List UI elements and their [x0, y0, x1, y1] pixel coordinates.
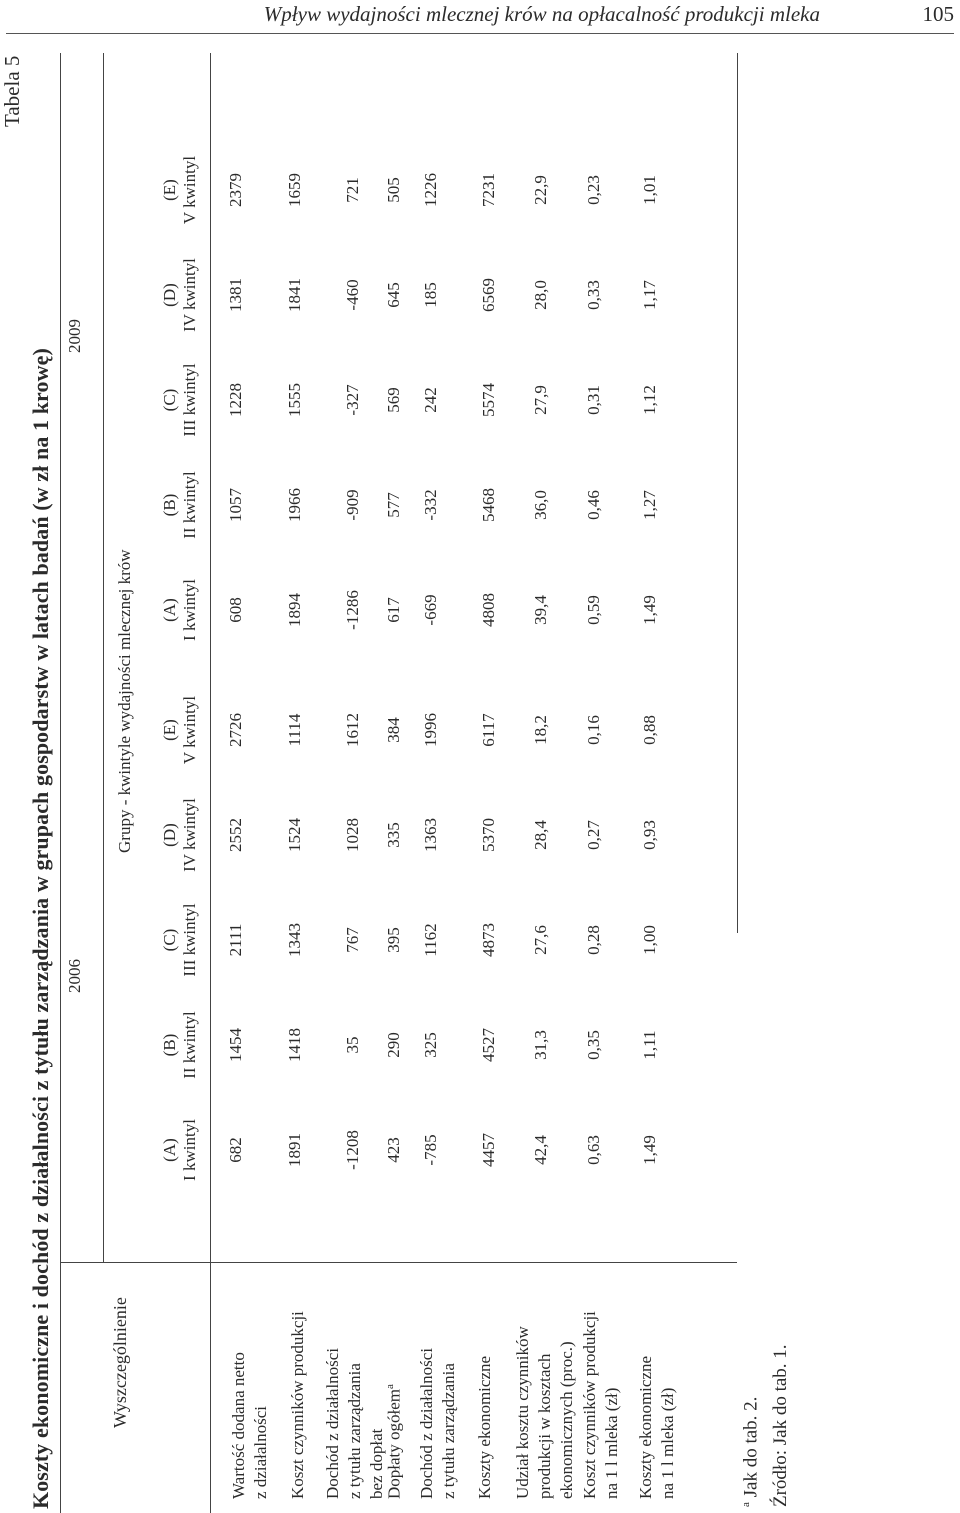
year-2006: 2006: [65, 959, 84, 993]
table-cell: 0,31: [584, 385, 603, 415]
rotated-table-page: [0, 53, 940, 1513]
table-cell: 31,3: [531, 1030, 550, 1060]
row-label-line: [344, 1348, 366, 1499]
row-label: [512, 1326, 578, 1499]
table-cell: 1381: [226, 278, 245, 312]
row-label-text: Dochód z działalności: [417, 1347, 436, 1499]
table-cell: -327: [343, 384, 362, 416]
table-cell: -332: [421, 489, 440, 521]
table-cell: 1891: [285, 1133, 304, 1167]
table-cell: -785: [421, 1134, 440, 1166]
table-cell: 569: [384, 387, 403, 413]
row-label-line: [579, 1311, 601, 1499]
header-bottom-rule: [210, 53, 211, 1513]
table-label: Tabela 5: [0, 55, 24, 127]
table-cell: 2111: [226, 923, 245, 957]
table-cell: 645: [384, 282, 403, 308]
table-cell: 0,28: [584, 925, 603, 955]
row-label-line: [474, 1356, 496, 1499]
column-name: III kwintyl: [180, 903, 199, 977]
column-header: [160, 1100, 200, 1200]
table-cell: 290: [384, 1032, 403, 1058]
table-cell: 1996: [421, 713, 440, 747]
row-label-text: z tytułu zarządzania: [439, 1363, 458, 1499]
row-label-line: [657, 1356, 679, 1499]
table-cell: 721: [343, 177, 362, 203]
table-cell: 423: [384, 1137, 403, 1163]
table-bottom-rule: [737, 53, 738, 933]
table-cell: 22,9: [531, 175, 550, 205]
year-2009: 2009: [65, 319, 84, 353]
table-cell: 42,4: [531, 1135, 550, 1165]
table-cell: 18,2: [531, 715, 550, 745]
journal-title: Wpływ wydajności mlecznej krów na opłacalność produkcji mleka: [263, 2, 820, 26]
footnote-ref: a: [384, 1384, 396, 1389]
year-rule: [103, 53, 104, 1263]
table-cell: 1612: [343, 713, 362, 747]
table-cell: 1,11: [640, 1030, 659, 1060]
row-label: [635, 1356, 679, 1499]
table-cell: 1226: [421, 173, 440, 207]
row-label-text: na 1 l mleka (zł): [602, 1387, 621, 1499]
table-cell: 335: [384, 822, 403, 848]
row-label-line: [287, 1311, 309, 1499]
table-cell: 4808: [479, 593, 498, 627]
row-label-line: [250, 1352, 272, 1499]
table-cell: 395: [384, 927, 403, 953]
table-cell: 1,00: [640, 925, 659, 955]
column-name: V kwintyl: [180, 155, 199, 225]
table-cell: 1343: [285, 923, 304, 957]
table-title: Koszty ekonomiczne i dochód z działalności z tytułu zarządzania w grupach gospodarstw w latach badań (w zł na 1 krowę): [28, 348, 53, 1509]
column-header: [160, 890, 200, 990]
table-cell: 1363: [421, 818, 440, 852]
table-cell: 0,27: [584, 820, 603, 850]
table-cell: 6569: [479, 278, 498, 312]
column-letter: (D): [160, 823, 179, 847]
table-cell: 1524: [285, 818, 304, 852]
table-cell: 617: [384, 597, 403, 623]
table-cell: 7231: [479, 173, 498, 207]
table-cell: -1286: [343, 590, 362, 630]
table-cell: 185: [421, 282, 440, 308]
table-cell: 6117: [479, 713, 498, 747]
table-cell: 0,46: [584, 490, 603, 520]
column-name: II kwintyl: [180, 1011, 199, 1079]
table-cell: 1162: [421, 923, 440, 957]
column-name: V kwintyl: [180, 695, 199, 765]
page-number: 105: [922, 2, 954, 26]
table-cell: 39,4: [531, 595, 550, 625]
source-note: Źródło: Jak do tab. 1.: [770, 1344, 791, 1507]
row-label: [579, 1311, 623, 1499]
table-cell: 27,6: [531, 925, 550, 955]
table-cell: 1228: [226, 383, 245, 417]
row-label: [379, 1384, 406, 1499]
table-cell: 2379: [226, 173, 245, 207]
column-letter: (B): [160, 493, 179, 517]
table-cell: 0,93: [640, 820, 659, 850]
table-cell: 577: [384, 492, 403, 518]
table-cell: 36,0: [531, 490, 550, 520]
row-label-line: [438, 1348, 460, 1499]
table-cell: 0,35: [584, 1030, 603, 1060]
table-cell: 1,12: [640, 385, 659, 415]
column-header: [160, 350, 200, 450]
table-cell: 242: [421, 387, 440, 413]
table-cell: 4527: [479, 1028, 498, 1062]
running-head: [0, 0, 960, 40]
row-label-line: [635, 1356, 657, 1499]
column-header: [160, 995, 200, 1095]
column-letter: (C): [160, 928, 179, 952]
row-label-line: [322, 1348, 344, 1499]
table-cell: -669: [421, 594, 440, 626]
table-cell: 1,17: [640, 280, 659, 310]
row-label-text: Udział kosztu czynników: [513, 1326, 532, 1499]
row-label: [474, 1356, 496, 1499]
row-label-text: Koszty ekonomiczne: [636, 1355, 655, 1499]
column-letter: (E): [160, 179, 179, 201]
footnote-mark: a: [740, 1502, 752, 1507]
table-cell: 27,9: [531, 385, 550, 415]
table-cell: 1057: [226, 488, 245, 522]
row-label-line: [601, 1311, 623, 1499]
row-label-text: z tytułu zarządzania: [345, 1363, 364, 1499]
stub-header: Wyszczególnienie: [110, 1297, 130, 1428]
table-cell: 5574: [479, 383, 498, 417]
column-name: IV kwintyl: [180, 798, 199, 872]
column-header: [160, 560, 200, 660]
row-label-text: Koszt czynników produkcji: [288, 1311, 307, 1499]
row-label-text: Koszty ekonomiczne: [475, 1355, 494, 1499]
row-label-line: [379, 1384, 406, 1499]
column-letter: (A): [160, 598, 179, 622]
column-name: III kwintyl: [180, 363, 199, 437]
table-cell: 0,23: [584, 175, 603, 205]
column-header: [160, 680, 200, 780]
column-header: [160, 245, 200, 345]
table-cell: 325: [421, 1032, 440, 1058]
stub-column-rule: [60, 1262, 737, 1263]
table-cell: 4457: [479, 1133, 498, 1167]
column-header: [160, 140, 200, 240]
table-cell: 0,63: [584, 1135, 603, 1165]
table-cell: 2726: [226, 713, 245, 747]
column-header: [160, 455, 200, 555]
table-cell: 1,49: [640, 1135, 659, 1165]
row-label-line: [512, 1326, 534, 1499]
row-label-text: Dochód z działalności: [323, 1347, 342, 1499]
column-name: I kwintyl: [180, 1119, 199, 1181]
table-cell: -909: [343, 489, 362, 521]
column-letter: (D): [160, 283, 179, 307]
table-cell: 0,59: [584, 595, 603, 625]
table-cell: 0,16: [584, 715, 603, 745]
table-cell: -1208: [343, 1130, 362, 1170]
table-cell: 608: [226, 597, 245, 623]
column-name: I kwintyl: [180, 579, 199, 641]
table-cell: 384: [384, 717, 403, 743]
row-label-text: produkcji w kosztach: [535, 1353, 554, 1499]
table-cell: 1,27: [640, 490, 659, 520]
table-cell: 28,4: [531, 820, 550, 850]
column-letter: (B): [160, 1033, 179, 1057]
table-cell: 1966: [285, 488, 304, 522]
table-cell: 1555: [285, 383, 304, 417]
column-header: [160, 785, 200, 885]
table-top-rule: [60, 53, 61, 1513]
row-label: [416, 1348, 460, 1499]
table-cell: 28,0: [531, 280, 550, 310]
group-header: Grupy - kwintyle wydajności mlecznej krów: [115, 549, 134, 853]
row-label-text: na 1 l mleka (zł): [658, 1387, 677, 1499]
table-cell: 1114: [285, 713, 304, 747]
table-cell: 5370: [479, 818, 498, 852]
table-cell: 1841: [285, 278, 304, 312]
column-letter: (C): [160, 388, 179, 412]
row-label-text: Koszt czynników produkcji: [580, 1311, 599, 1499]
row-label-text: bez dopłat: [367, 1428, 386, 1499]
table-cell: -460: [343, 279, 362, 311]
table-cell: 5468: [479, 488, 498, 522]
footnote: [740, 1397, 762, 1507]
table-cell: 1659: [285, 173, 304, 207]
table-cell: 1454: [226, 1028, 245, 1062]
table-cell: 767: [343, 927, 362, 953]
column-name: II kwintyl: [180, 471, 199, 539]
row-label-line: [534, 1326, 556, 1499]
column-name: IV kwintyl: [180, 258, 199, 332]
column-letter: (A): [160, 1138, 179, 1162]
table-cell: 2552: [226, 818, 245, 852]
table-cell: 4873: [479, 923, 498, 957]
row-label-line: [228, 1352, 250, 1499]
table-cell: 1418: [285, 1028, 304, 1062]
row-label-text: Dopłaty ogółem: [384, 1388, 404, 1499]
row-label: [287, 1311, 309, 1499]
table-cell: 0,33: [584, 280, 603, 310]
footnote-text: Jak do tab. 2.: [740, 1396, 762, 1503]
row-label: [228, 1352, 272, 1499]
row-label-text: Wartość dodana netto: [229, 1352, 248, 1499]
table-cell: 1,01: [640, 175, 659, 205]
table-cell: 1894: [285, 593, 304, 627]
table-cell: 0,88: [640, 715, 659, 745]
row-label-text: z działalności: [251, 1406, 270, 1499]
table-cell: 682: [226, 1137, 245, 1163]
row-label-line: [556, 1326, 578, 1499]
table-cell: 505: [384, 177, 403, 203]
row-label-line: [416, 1348, 438, 1499]
row-label-text: ekonomicznych (proc.): [557, 1341, 576, 1499]
table-cell: 1,49: [640, 595, 659, 625]
table-cell: 35: [343, 1036, 362, 1054]
table-cell: 1028: [343, 818, 362, 852]
header-rule: [6, 33, 954, 34]
column-letter: (E): [160, 719, 179, 741]
